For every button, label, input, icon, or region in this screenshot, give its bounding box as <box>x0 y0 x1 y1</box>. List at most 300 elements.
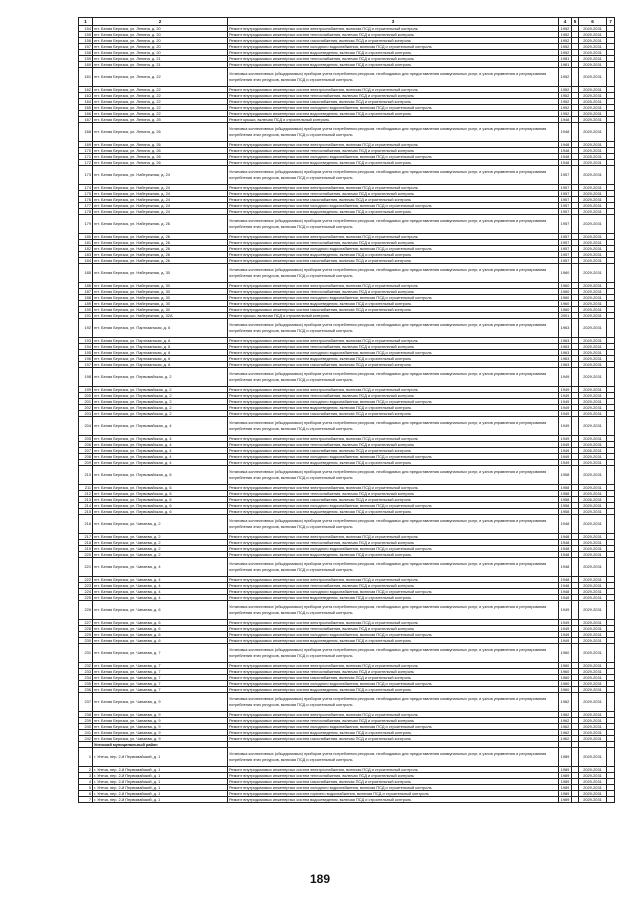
address-cell: пгт. Белая Березка, ул. Ленина, д. 26 <box>93 142 228 148</box>
row-number: 189 <box>79 301 93 307</box>
row-number: 212 <box>79 491 93 497</box>
period-cell: 2029-2031 <box>579 540 607 546</box>
row-number: 198 <box>79 368 93 387</box>
period-cell: 2029-2031 <box>579 338 607 344</box>
build-year-cell: 1960 <box>559 289 572 295</box>
work-type-cell: Ремонт внутридомовых инженерных систем электроснабжения, включая ПСД и строительный контроль <box>228 283 559 289</box>
work-type-cell: Установка коллективных (общедомовых) приборов учета потребления ресурсов, необходимых для предоставления коммунальных услуг, и узлов управления и регулирования потребления этих ресурсов, включая ПСД и строительный контроль <box>228 748 559 767</box>
build-year-cell: 1957 <box>559 191 572 197</box>
build-year-cell: 1963 <box>559 356 572 362</box>
empty-cell <box>607 797 615 803</box>
build-year-cell: 1989 <box>559 767 572 773</box>
address-cell: пгт. Белая Березка, ул. Первомайская, д. 2 <box>93 393 228 399</box>
row-number: 221 <box>79 558 93 577</box>
build-year-cell: 2001 <box>559 313 572 319</box>
work-type-cell: Ремонт внутридомовых инженерных систем холодного водоснабжения, включая ПСД и строительный контроль <box>228 246 559 252</box>
period-cell: 2029-2031 <box>579 185 607 191</box>
address-cell: пгт. Белая Березка, ул. Набережная, д. 30 <box>93 295 228 301</box>
build-year-cell: 1948 <box>559 515 572 534</box>
build-year-cell: 1952 <box>559 38 572 44</box>
period-cell: 2029-2031 <box>579 785 607 791</box>
row-number: 229 <box>79 632 93 638</box>
build-year-cell: 1963 <box>559 350 572 356</box>
table-row <box>79 644 615 663</box>
row-number: 234 <box>79 675 93 681</box>
empty-cell <box>607 515 615 534</box>
row-number: 239 <box>79 718 93 724</box>
address-cell: пгт. Белая Березка, ул. Первомайская, д. 6 <box>93 497 228 503</box>
build-year-cell: 1963 <box>559 362 572 368</box>
work-type-cell: Ремонт внутридомовых инженерных систем теплоснабжения, включая ПСД и строительный контроль <box>228 442 559 448</box>
period-cell: 2029-2031 <box>579 258 607 264</box>
address-cell: пгт. Белая Березка, ул. Первомайская, д. 6 <box>93 466 228 485</box>
period-cell: 2029-2031 <box>579 595 607 601</box>
row-number: 240 <box>79 724 93 730</box>
build-year-cell: 1952 <box>559 87 572 93</box>
work-type-cell: Ремонт внутридомовых инженерных систем теплоснабжения, включая ПСД и строительный контроль <box>228 148 559 154</box>
address-cell: пгт. Белая Березка, ул. Ленина, д. 20 <box>93 44 228 50</box>
address-cell: пгт. Белая Березка, ул. Набережная, д. 24 <box>93 197 228 203</box>
empty-cell <box>607 264 615 283</box>
work-type-cell: Ремонт внутридомовых инженерных систем холодного водоснабжения, включая ПСД и строительный контроль <box>228 681 559 687</box>
work-type-cell: Ремонт внутридомовых инженерных систем теплоснабжения, включая ПСД и строительный контроль <box>228 93 559 99</box>
period-cell: 2029-2031 <box>579 589 607 595</box>
address-cell: пгт. Белая Березка, ул. Чапаева, д. 7 <box>93 663 228 669</box>
period-cell: 2025-2031 <box>579 99 607 105</box>
work-type-cell: Ремонт внутридомовых инженерных систем водоотведения, включая ПСД и строительный контроль <box>228 687 559 693</box>
work-type-cell: Ремонт внутридомовых инженерных систем электроснабжения, включая ПСД и строительный контроль <box>228 767 559 773</box>
period-cell: 2029-2031 <box>579 307 607 313</box>
work-type-cell: Ремонт внутридомовых инженерных систем теплоснабжения, включая ПСД и строительный контроль <box>228 669 559 675</box>
build-year-cell: 1957 <box>559 209 572 215</box>
address-cell: пгт. Белая Березка, ул. Первомайская, д. 6 <box>93 509 228 515</box>
build-year-cell: 1958 <box>559 509 572 515</box>
address-cell: пгт. Белая Березка, ул. Чапаева, д. 2 <box>93 515 228 534</box>
address-cell: пгт. Белая Березка, ул. Ленина, д. 26 <box>93 148 228 154</box>
period-cell: 2029-2031 <box>579 56 607 62</box>
work-type-cell: Ремонт внутридомовых инженерных систем теплоснабжения, включая ПСД и строительный контроль <box>228 56 559 62</box>
build-year-cell: 1949 <box>559 632 572 638</box>
work-type-cell: Ремонт внутридомовых инженерных систем водоотведения, включая ПСД и строительный контроль <box>228 160 559 166</box>
empty-cell <box>607 644 615 663</box>
build-year-cell: 1957 <box>559 185 572 191</box>
build-year-cell: 1948 <box>559 595 572 601</box>
build-year-cell: 1949 <box>559 442 572 448</box>
address-cell: пгт. Белая Березка, ул. Ленина, д. 22 <box>93 99 228 105</box>
address-cell: пгт. Белая Березка, ул. Ленина, д. 21 <box>93 56 228 62</box>
row-number: 230 <box>79 638 93 644</box>
address-cell: пгт. Белая Березка, ул. Первомайская, д. 6 <box>93 503 228 509</box>
build-year-cell: 1957 <box>559 197 572 203</box>
address-cell: пгт. Белая Березка, ул. Чапаева, д. 9 <box>93 712 228 718</box>
address-cell: пгт. Белая Березка, ул. Набережная, д. 30 <box>93 289 228 295</box>
address-cell: пгт. Белая Березка, ул. Чапаева, д. 9 <box>93 730 228 736</box>
period-cell: 2029-2031 <box>579 411 607 417</box>
period-cell: 2029-2031 <box>579 362 607 368</box>
row-number: 161 <box>79 68 93 87</box>
column-header: 7 <box>607 18 615 26</box>
work-type-cell: Ремонт внутридомовых инженерных систем теплоснабжения, включая ПСД и строительный контроль <box>228 773 559 779</box>
build-year-cell: 1989 <box>559 791 572 797</box>
row-number: 154 <box>79 26 93 32</box>
build-year-cell: 1960 <box>559 644 572 663</box>
period-cell: 2029-2031 <box>579 442 607 448</box>
table-row <box>79 466 615 485</box>
row-number: 158 <box>79 50 93 56</box>
build-year-cell: 1963 <box>559 319 572 338</box>
period-cell: 2029-2031 <box>579 393 607 399</box>
period-cell: 2029-2031 <box>579 546 607 552</box>
work-type-cell: Ремонт внутридомовых инженерных систем газоснабжения, включая ПСД и строительный контроль <box>228 779 559 785</box>
work-type-cell: Ремонт внутридомовых инженерных систем водоотведения, включая ПСД и строительный контроль <box>228 509 559 515</box>
address-cell: пгт. Белая Березка, ул. Первомайская, д. 4 <box>93 454 228 460</box>
row-number: 222 <box>79 577 93 583</box>
work-type-cell: Ремонт внутридомовых инженерных систем теплоснабжения, включая ПСД и строительный контроль <box>228 32 559 38</box>
empty-cell <box>607 693 615 712</box>
build-year-cell: 1952 <box>559 105 572 111</box>
address-cell: пгт. Белая Березка, ул. Первомайская, д. 4 <box>93 460 228 466</box>
period-cell: 2029-2031 <box>579 387 607 393</box>
address-cell: пгт. Белая Березка, ул. Набережная, д. 24 <box>93 166 228 185</box>
row-number: 238 <box>79 712 93 718</box>
column-header: 4 <box>559 18 572 26</box>
work-type-cell: Ремонт внутридомовых инженерных систем электроснабжения, включая ПСД и строительный контроль <box>228 485 559 491</box>
build-year-cell: 1989 <box>559 748 572 767</box>
row-number: 202 <box>79 405 93 411</box>
work-type-cell: Ремонт внутридомовых инженерных систем электроснабжения, включая ПСД и строительный контроль <box>228 26 559 32</box>
address-cell: пгт. Белая Березка, ул. Первомайская, д. 4 <box>93 417 228 436</box>
empty-cell <box>572 123 579 142</box>
work-type-cell: Ремонт крыши, включая ПСД и строительный контроль <box>228 313 559 319</box>
period-cell: 2029-2031 <box>579 105 607 111</box>
work-type-cell: Ремонт внутридомовых инженерных систем теплоснабжения, включая ПСД и строительный контроль <box>228 491 559 497</box>
period-cell: 2029-2031 <box>579 295 607 301</box>
build-year-cell: 1949 <box>559 601 572 620</box>
period-cell: 2029-2031 <box>579 417 607 436</box>
period-cell: 2029-2031 <box>579 301 607 307</box>
row-number: 232 <box>79 663 93 669</box>
build-year-cell: 1957 <box>559 203 572 209</box>
row-number: 193 <box>79 338 93 344</box>
period-cell: 2029-2031 <box>579 93 607 99</box>
address-cell: пгт. Белая Березка, ул. Чапаева, д. 7 <box>93 644 228 663</box>
address-cell: пгт. Белая Березка, ул. Первомайская, д. 4 <box>93 448 228 454</box>
work-type-cell: Установка коллективных (общедомовых) приборов учета потребления ресурсов, необходимых для предоставления коммунальных услуг, и узлов управления и регулирования потребления этих ресурсов, включая ПСД и строительный контроль <box>228 215 559 234</box>
period-cell: 2029-2031 <box>579 26 607 32</box>
period-cell: 2025-2031 <box>579 154 607 160</box>
row-number: 171 <box>79 154 93 160</box>
period-cell: 2029-2031 <box>579 313 607 319</box>
build-year-cell: 1962 <box>559 712 572 718</box>
address-cell: пгт. Белая Березка, ул. Первомайская, д. 6 <box>93 491 228 497</box>
work-type-cell: Установка коллективных (общедомовых) приборов учета потребления ресурсов, необходимых для предоставления коммунальных услуг, и узлов управления и регулирования потребления этих ресурсов, включая ПСД и строительный контроль <box>228 693 559 712</box>
row-number: 162 <box>79 87 93 93</box>
address-cell: пгт. Белая Березка, ул. Чапаева, д. 6 <box>93 626 228 632</box>
address-cell: пгт. Белая Березка, ул. Ленина, д. 20 <box>93 26 228 32</box>
work-type-cell: Ремонт внутридомовых инженерных систем холодного водоснабжения, включая ПСД и строительный контроль <box>228 589 559 595</box>
row-number: 206 <box>79 442 93 448</box>
period-cell: 2029-2031 <box>579 791 607 797</box>
build-year-cell: 1952 <box>559 32 572 38</box>
address-cell: пгт. Белая Березка, ул. Ленина, д. 22 <box>93 105 228 111</box>
row-number: 216 <box>79 515 93 534</box>
row-number: 3 <box>79 773 93 779</box>
row-number: 180 <box>79 234 93 240</box>
address-cell: пгт. Белая Березка, ул. Чапаева, д. 6 <box>93 620 228 626</box>
row-number: 166 <box>79 111 93 117</box>
build-year-cell: 1949 <box>559 411 572 417</box>
period-cell: 2029-2031 <box>579 509 607 515</box>
row-number: 156 <box>79 38 93 44</box>
period-cell: 2029-2031 <box>579 111 607 117</box>
row-number: 227 <box>79 620 93 626</box>
build-year-cell: 1949 <box>559 448 572 454</box>
build-year-cell: 1949 <box>559 626 572 632</box>
period-cell: 2029-2031 <box>579 534 607 540</box>
address-cell: пгт. Белая Березка, ул. Партизанская, д. 6 <box>93 362 228 368</box>
row-number: 210 <box>79 466 93 485</box>
period-cell: 2029-2031 <box>579 730 607 736</box>
column-header: 3 <box>228 18 559 26</box>
work-type-cell: Установка коллективных (общедомовых) приборов учета потребления ресурсов, необходимых для предоставления коммунальных услуг, и узлов управления и регулирования потребления этих ресурсов, включая ПСД и строительный контроль <box>228 601 559 620</box>
build-year-cell: 1957 <box>559 252 572 258</box>
period-cell: 2029-2031 <box>579 748 607 767</box>
column-header-row <box>79 18 615 26</box>
table-row <box>79 797 615 803</box>
period-cell: 2029-2031 <box>579 142 607 148</box>
section-title: Унечский муниципальный район <box>93 742 228 748</box>
work-type-cell: Ремонт внутридомовых инженерных систем электроснабжения, включая ПСД и строительный контроль <box>228 712 559 718</box>
empty-cell <box>607 123 615 142</box>
address-cell: пгт. Белая Березка, ул. Ленина, д. 22 <box>93 111 228 117</box>
build-year-cell: 1962 <box>559 693 572 712</box>
period-cell: 2029-2031 <box>579 160 607 166</box>
period-cell: 2029-2031 <box>579 638 607 644</box>
address-cell: г. Унеча, пер. 2-й Первомайский, д. 1 <box>93 748 228 767</box>
address-cell: пгт. Белая Березка, ул. Чапаева, д. 9 <box>93 693 228 712</box>
empty-cell <box>607 466 615 485</box>
empty-cell <box>572 644 579 663</box>
build-year-cell: 1960 <box>559 307 572 313</box>
build-year-cell: 1963 <box>559 344 572 350</box>
address-cell: пгт. Белая Березка, ул. Чапаева, д. 2 <box>93 546 228 552</box>
period-cell: 2029-2031 <box>579 234 607 240</box>
column-header: 2 <box>93 18 228 26</box>
work-type-cell: Ремонт внутридомовых инженерных систем холодного водоснабжения, включая ПСД и строительный контроль <box>228 399 559 405</box>
empty-cell <box>607 748 615 767</box>
build-year-cell: 1960 <box>559 264 572 283</box>
build-year-cell: 1948 <box>559 148 572 154</box>
build-year-cell: 1948 <box>559 540 572 546</box>
work-type-cell: Ремонт внутридомовых инженерных систем теплоснабжения, включая ПСД и строительный контроль <box>228 289 559 295</box>
empty-cell <box>607 601 615 620</box>
address-cell: пгт. Белая Березка, ул. Чапаева, д. 2 <box>93 534 228 540</box>
column-header: 6 <box>579 18 607 26</box>
address-cell: пгт. Белая Березка, ул. Чапаева, д. 6 <box>93 638 228 644</box>
address-cell: пгт. Белая Березка, ул. Партизанская, д. 6 <box>93 356 228 362</box>
row-number: 201 <box>79 399 93 405</box>
period-cell: 2029-2031 <box>579 344 607 350</box>
row-number: 207 <box>79 448 93 454</box>
work-type-cell: Ремонт внутридомовых инженерных систем холодного водоснабжения, включая ПСД и строительный контроль <box>228 105 559 111</box>
build-year-cell: 1962 <box>559 718 572 724</box>
work-type-cell: Ремонт внутридомовых инженерных систем водоотведения, включая ПСД и строительный контроль <box>228 252 559 258</box>
work-type-cell: Ремонт внутридомовых инженерных систем газоснабжения, включая ПСД и строительный контроль <box>228 38 559 44</box>
row-number: 183 <box>79 252 93 258</box>
address-cell: пгт. Белая Березка, ул. Ленина, д. 20 <box>93 32 228 38</box>
row-number: 172 <box>79 160 93 166</box>
address-cell: пгт. Белая Березка, ул. Чапаева, д. 2 <box>93 540 228 546</box>
period-cell: 2029-2031 <box>579 503 607 509</box>
empty-cell <box>607 215 615 234</box>
period-cell: 2029-2031 <box>579 240 607 246</box>
work-type-cell: Ремонт внутридомовых инженерных систем холодного водоснабжения, включая ПСД и строительный контроль <box>228 44 559 50</box>
address-cell: пгт. Белая Березка, ул. Чапаева, д. 9 <box>93 718 228 724</box>
period-cell: 2029-2031 <box>579 32 607 38</box>
address-cell: пгт. Белая Березка, ул. Ленина, д. 20 <box>93 50 228 56</box>
work-type-cell: Установка коллективных (общедомовых) приборов учета потребления ресурсов, необходимых для предоставления коммунальных услуг, и узлов управления и регулирования потребления этих ресурсов, включая ПСД и строительный контроль <box>228 123 559 142</box>
table-row <box>79 693 615 712</box>
address-cell: пгт. Белая Березка, ул. Набережная, д. 24 <box>93 209 228 215</box>
period-cell: 2029-2031 <box>579 693 607 712</box>
work-type-cell: Ремонт внутридомовых инженерных систем электроснабжения, включая ПСД и строительный контроль <box>228 87 559 93</box>
work-type-cell: Ремонт крыши, включая ПСД и строительный контроль <box>228 117 559 123</box>
period-cell: 2029-2031 <box>579 515 607 534</box>
address-cell: пгт. Белая Березка, ул. Партизанская, д. 6 <box>93 350 228 356</box>
row-number: 163 <box>79 93 93 99</box>
address-cell: пгт. Белая Березка, ул. Партизанская, д. 6 <box>93 319 228 338</box>
address-cell: пгт. Белая Березка, ул. Набережная, д. 24 <box>93 203 228 209</box>
address-cell: пгт. Белая Березка, ул. Чапаева, д. 9 <box>93 724 228 730</box>
table-row <box>79 515 615 534</box>
build-year-cell: 1948 <box>559 534 572 540</box>
work-type-cell: Ремонт внутридомовых инженерных систем газоснабжения, включая ПСД и строительный контроль <box>228 448 559 454</box>
build-year-cell: 1989 <box>559 785 572 791</box>
row-number: 184 <box>79 258 93 264</box>
build-year-cell: 1952 <box>559 99 572 105</box>
address-cell: пгт. Белая Березка, ул. Первомайская, д. 2 <box>93 399 228 405</box>
build-year-cell: 1949 <box>559 620 572 626</box>
row-number: 168 <box>79 123 93 142</box>
address-cell: г. Унеча, пер. 2-й Первомайский, д. 1 <box>93 779 228 785</box>
period-cell: 2029-2031 <box>579 558 607 577</box>
address-cell: пгт. Белая Березка, ул. Чапаева, д. 7 <box>93 669 228 675</box>
row-number: 188 <box>79 295 93 301</box>
row-number: 179 <box>79 215 93 234</box>
address-cell: пгт. Белая Березка, ул. Первомайская, д. 2 <box>93 411 228 417</box>
row-number: 181 <box>79 240 93 246</box>
address-cell: пгт. Белая Березка, ул. Первомайская, д. 2 <box>93 387 228 393</box>
period-cell: 2029-2031 <box>579 632 607 638</box>
row-number: 215 <box>79 509 93 515</box>
empty-cell <box>607 319 615 338</box>
work-type-cell: Ремонт внутридомовых инженерных систем водоотведения, включая ПСД и строительный контроль <box>228 595 559 601</box>
empty-cell <box>572 558 579 577</box>
period-cell: 2029-2031 <box>579 87 607 93</box>
work-type-cell: Ремонт внутридомовых инженерных систем газоснабжения, включая ПСД и строительный контроль <box>228 675 559 681</box>
period-cell: 2029-2031 <box>579 436 607 442</box>
address-cell: пгт. Белая Березка, ул. Чапаева, д. 7 <box>93 675 228 681</box>
work-type-cell: Установка коллективных (общедомовых) приборов учета потребления ресурсов, необходимых для предоставления коммунальных услуг, и узлов управления и регулирования потребления этих ресурсов, включая ПСД и строительный контроль <box>228 368 559 387</box>
address-cell: г. Унеча, пер. 2-й Первомайский, д. 1 <box>93 785 228 791</box>
address-cell: пгт. Белая Березка, ул. Набережная, д. 26 <box>93 246 228 252</box>
build-year-cell: 1958 <box>559 485 572 491</box>
build-year-cell: 1960 <box>559 675 572 681</box>
work-type-cell: Установка коллективных (общедомовых) приборов учета потребления ресурсов, необходимых для предоставления коммунальных услуг, и узлов управления и регулирования потребления этих ресурсов, включая ПСД и строительный контроль <box>228 319 559 338</box>
work-type-cell: Ремонт внутридомовых инженерных систем водоотведения, включая ПСД и строительный контроль <box>228 460 559 466</box>
empty-cell <box>572 417 579 436</box>
build-year-cell: 1949 <box>559 393 572 399</box>
work-type-cell: Ремонт внутридомовых инженерных систем электроснабжения, включая ПСД и строительный контроль <box>228 338 559 344</box>
work-type-cell: Ремонт внутридомовых инженерных систем холодного водоснабжения, включая ПСД и строительный контроль <box>228 154 559 160</box>
build-year-cell: 1960 <box>559 663 572 669</box>
build-year-cell: 1962 <box>559 724 572 730</box>
period-cell: 2029-2031 <box>579 68 607 87</box>
build-year-cell: 1962 <box>559 736 572 742</box>
row-number: 1 <box>79 748 93 767</box>
period-cell: 2029-2031 <box>579 123 607 142</box>
empty-cell <box>607 417 615 436</box>
period-cell: 2029-2031 <box>579 319 607 338</box>
empty-cell <box>572 368 579 387</box>
period-cell: 2029-2031 <box>579 356 607 362</box>
period-cell: 2029-2031 <box>579 246 607 252</box>
work-type-cell: Ремонт внутридомовых инженерных систем газоснабжения, включая ПСД и строительный контроль <box>228 258 559 264</box>
address-cell: г. Унеча, пер. 2-й Первомайский, д. 1 <box>93 797 228 803</box>
build-year-cell: 1960 <box>559 669 572 675</box>
work-type-cell: Установка коллективных (общедомовых) приборов учета потребления ресурсов, необходимых для предоставления коммунальных услуг, и узлов управления и регулирования потребления этих ресурсов, включая ПСД и строительный контроль <box>228 68 559 87</box>
table-row <box>79 558 615 577</box>
period-cell: 2029-2031 <box>579 485 607 491</box>
empty-cell <box>607 558 615 577</box>
build-year-cell: 1952 <box>559 50 572 56</box>
period-cell: 2029-2031 <box>579 552 607 558</box>
period-cell: 2029-2031 <box>579 466 607 485</box>
period-cell: 2029-2031 <box>579 117 607 123</box>
work-type-cell: Ремонт внутридомовых инженерных систем водоотведения, включая ПСД и строительный контроль <box>228 50 559 56</box>
work-type-cell: Ремонт внутридомовых инженерных систем теплоснабжения, включая ПСД и строительный контроль <box>228 344 559 350</box>
empty-cell <box>607 166 615 185</box>
address-cell: пгт. Белая Березка, ул. Партизанская, д. 6 <box>93 344 228 350</box>
work-type-cell: Ремонт внутридомовых инженерных систем холодного водоснабжения, включая ПСД и строительный контроль <box>228 785 559 791</box>
work-type-cell: Установка коллективных (общедомовых) приборов учета потребления ресурсов, необходимых для предоставления коммунальных услуг, и узлов управления и регулирования потребления этих ресурсов, включая ПСД и строительный контроль <box>228 264 559 283</box>
work-type-cell: Ремонт внутридомовых инженерных систем водоотведения, включая ПСД и строительный контроль <box>228 62 559 68</box>
work-type-cell: Ремонт внутридомовых инженерных систем холодного водоснабжения, включая ПСД и строительный контроль <box>228 724 559 730</box>
row-number: 182 <box>79 246 93 252</box>
work-type-cell: Ремонт внутридомовых инженерных систем холодного водоснабжения, включая ПСД и строительный контроль <box>228 503 559 509</box>
row-number: 242 <box>79 736 93 742</box>
build-year-cell: 1960 <box>559 301 572 307</box>
work-type-cell: Ремонт внутридомовых инженерных систем водоотведения, включая ПСД и строительный контроль <box>228 552 559 558</box>
work-type-cell: Ремонт внутридомовых инженерных систем водоотведения, включая ПСД и строительный контроль <box>228 797 559 803</box>
build-year-cell: 1948 <box>559 123 572 142</box>
row-number: 175 <box>79 191 93 197</box>
work-type-cell: Ремонт внутридомовых инженерных систем водоотведения, включая ПСД и строительный контроль <box>228 730 559 736</box>
work-type-cell: Ремонт внутридомовых инженерных систем электроснабжения, включая ПСД и строительный контроль <box>228 620 559 626</box>
address-cell: пгт. Белая Березка, ул. Первомайская, д. 6 <box>93 485 228 491</box>
work-type-cell: Ремонт внутридомовых инженерных систем газоснабжения, включая ПСД и строительный контроль <box>228 736 559 742</box>
work-type-cell: Ремонт внутридомовых инженерных систем водоотведения, включая ПСД и строительный контроль <box>228 209 559 215</box>
build-year-cell: 1957 <box>559 246 572 252</box>
period-cell: 2029-2031 <box>579 399 607 405</box>
row-number: 176 <box>79 197 93 203</box>
address-cell: пгт. Белая Березка, ул. Набережная, д. 26 <box>93 252 228 258</box>
period-cell: 2029-2031 <box>579 191 607 197</box>
build-year-cell: 1948 <box>559 154 572 160</box>
build-year-cell: 1948 <box>559 589 572 595</box>
build-year-cell: 1948 <box>559 552 572 558</box>
period-cell: 2029-2031 <box>579 62 607 68</box>
